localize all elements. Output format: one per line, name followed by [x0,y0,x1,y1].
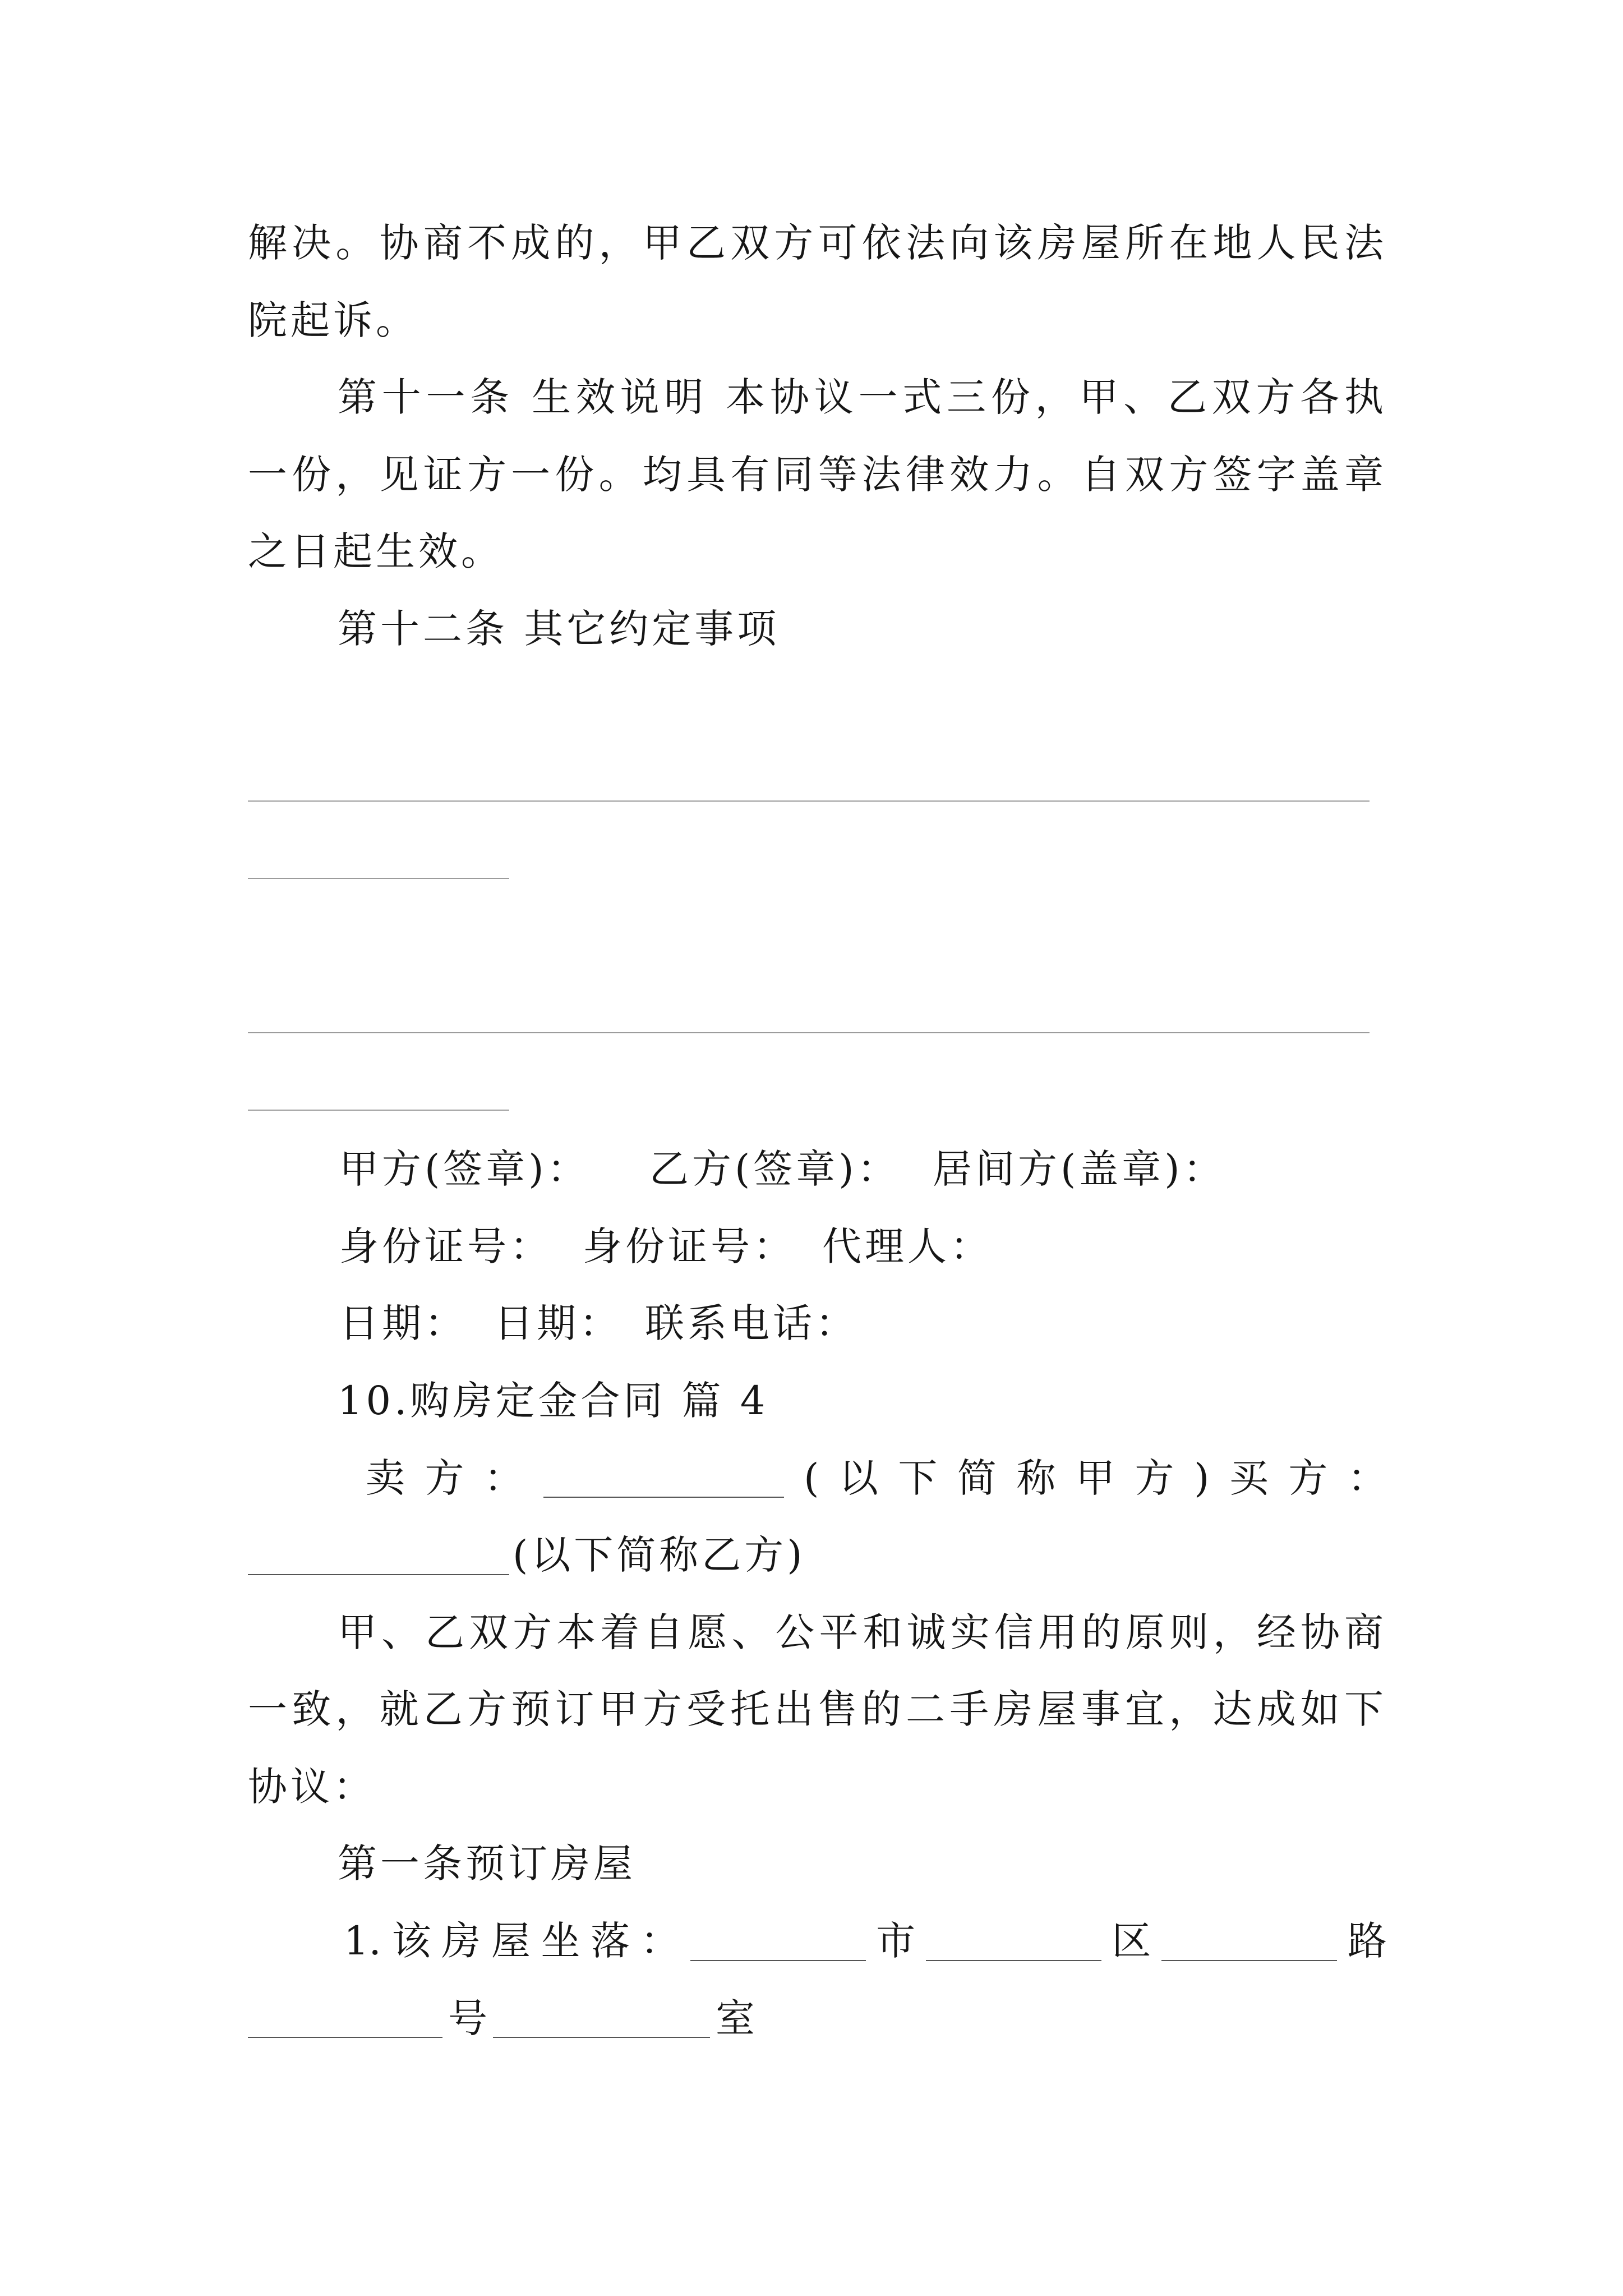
party-a-seal-label: 甲方(签章)： [339,1146,590,1193]
road-blank [1161,1960,1337,1961]
preamble-line-3: 协议： [248,1763,376,1810]
char: 简 [957,1455,997,1501]
char: ( [804,1455,819,1501]
buyer-name-blank [248,1574,509,1575]
fill-in-row [248,1054,1387,1131]
signature-date-row [248,1285,1387,1363]
signature-seal-row [248,1131,1387,1208]
char: 下 [898,1455,938,1501]
char: 方 [1135,1455,1174,1501]
party-a-date-label: 日期： [339,1300,467,1347]
room-blank [493,2037,710,2038]
char: 方 [1288,1455,1328,1501]
char: 房 [441,1918,481,1964]
preamble-line-2: 一致，就乙方预订甲方受托出售的二手房屋事宜，达成如下 [248,1686,1387,1733]
char: 坐 [541,1918,580,1964]
char: ： [640,1918,680,1964]
road-suffix: 路 [1347,1918,1387,1964]
char: 买 [1229,1455,1269,1501]
number-suffix: 号 [448,1995,487,2041]
buyer-note: (以下简称乙方) [513,1532,806,1579]
city-suffix: 市 [876,1918,916,1964]
room-suffix: 室 [716,1995,755,2041]
party-b-date-label: 日期： [494,1300,622,1347]
seller-buyer-row [248,1440,1387,1517]
char: 卖 [366,1455,405,1501]
blank-line [248,668,1387,746]
article11-line-1: 第十一条 生效说明 本协议一式三份，甲、乙双方各执 [338,374,1387,421]
article10-tail-line-1: 解决。协商不成的，甲乙双方可依法向该房屋所在地人民法 [248,220,1387,266]
article10-tail-line-2: 院起诉。 [248,297,418,343]
signature-id-row [248,1208,1387,1286]
article1-heading: 第一条预订房屋 [338,1841,636,1887]
party-b-seal-label: 乙方(签章)： [649,1146,900,1193]
char: 落 [591,1918,630,1964]
district-suffix: 区 [1112,1918,1151,1964]
fill-in-row [248,745,1387,822]
char: ) [1193,1455,1210,1501]
char: 称 [1016,1455,1056,1501]
fill-in-row [248,977,1387,1054]
blank-line [248,899,1387,977]
char: 该 [391,1918,431,1964]
article12-heading: 第十二条 其它约定事项 [338,605,780,652]
document-body [248,205,1387,2057]
district-blank [926,1960,1101,1961]
char: ： [1347,1455,1387,1501]
address-number-row [248,1980,1387,2058]
char: ： [484,1455,524,1501]
fill-in-line-short [248,878,509,879]
number-blank [248,2037,442,2038]
preamble-line-1: 甲、乙双方本着自愿、公平和诚实信用的原则，经协商 [338,1609,1387,1655]
intermediary-seal-label: 居间方(盖章)： [933,1146,1226,1193]
char: 以 [838,1455,878,1501]
location-row [248,1903,1387,1980]
buyer-row [248,1517,1387,1594]
contact-phone-label: 联系电话： [645,1300,858,1347]
fill-in-row [248,822,1387,900]
item-number: 1. [344,1918,381,1964]
party-a-id-label: 身份证号： [339,1223,552,1269]
char: 甲 [1075,1455,1115,1501]
article11-line-3: 之日起生效。 [248,528,504,575]
contract-title: 10.购房定金合同 篇 4 [338,1377,769,1424]
seller-name-blank [543,1497,784,1498]
char: 屋 [491,1918,531,1964]
fill-in-line-long [248,1032,1370,1033]
agent-label: 代理人： [822,1223,993,1269]
party-b-id-label: 身份证号： [583,1223,796,1269]
fill-in-line-long [248,800,1370,802]
article11-line-2: 一份，见证方一份。均具有同等法律效力。自双方签字盖章 [248,451,1387,498]
fill-in-line-short [248,1110,509,1111]
city-blank [690,1960,866,1961]
char: 方 [425,1455,464,1501]
